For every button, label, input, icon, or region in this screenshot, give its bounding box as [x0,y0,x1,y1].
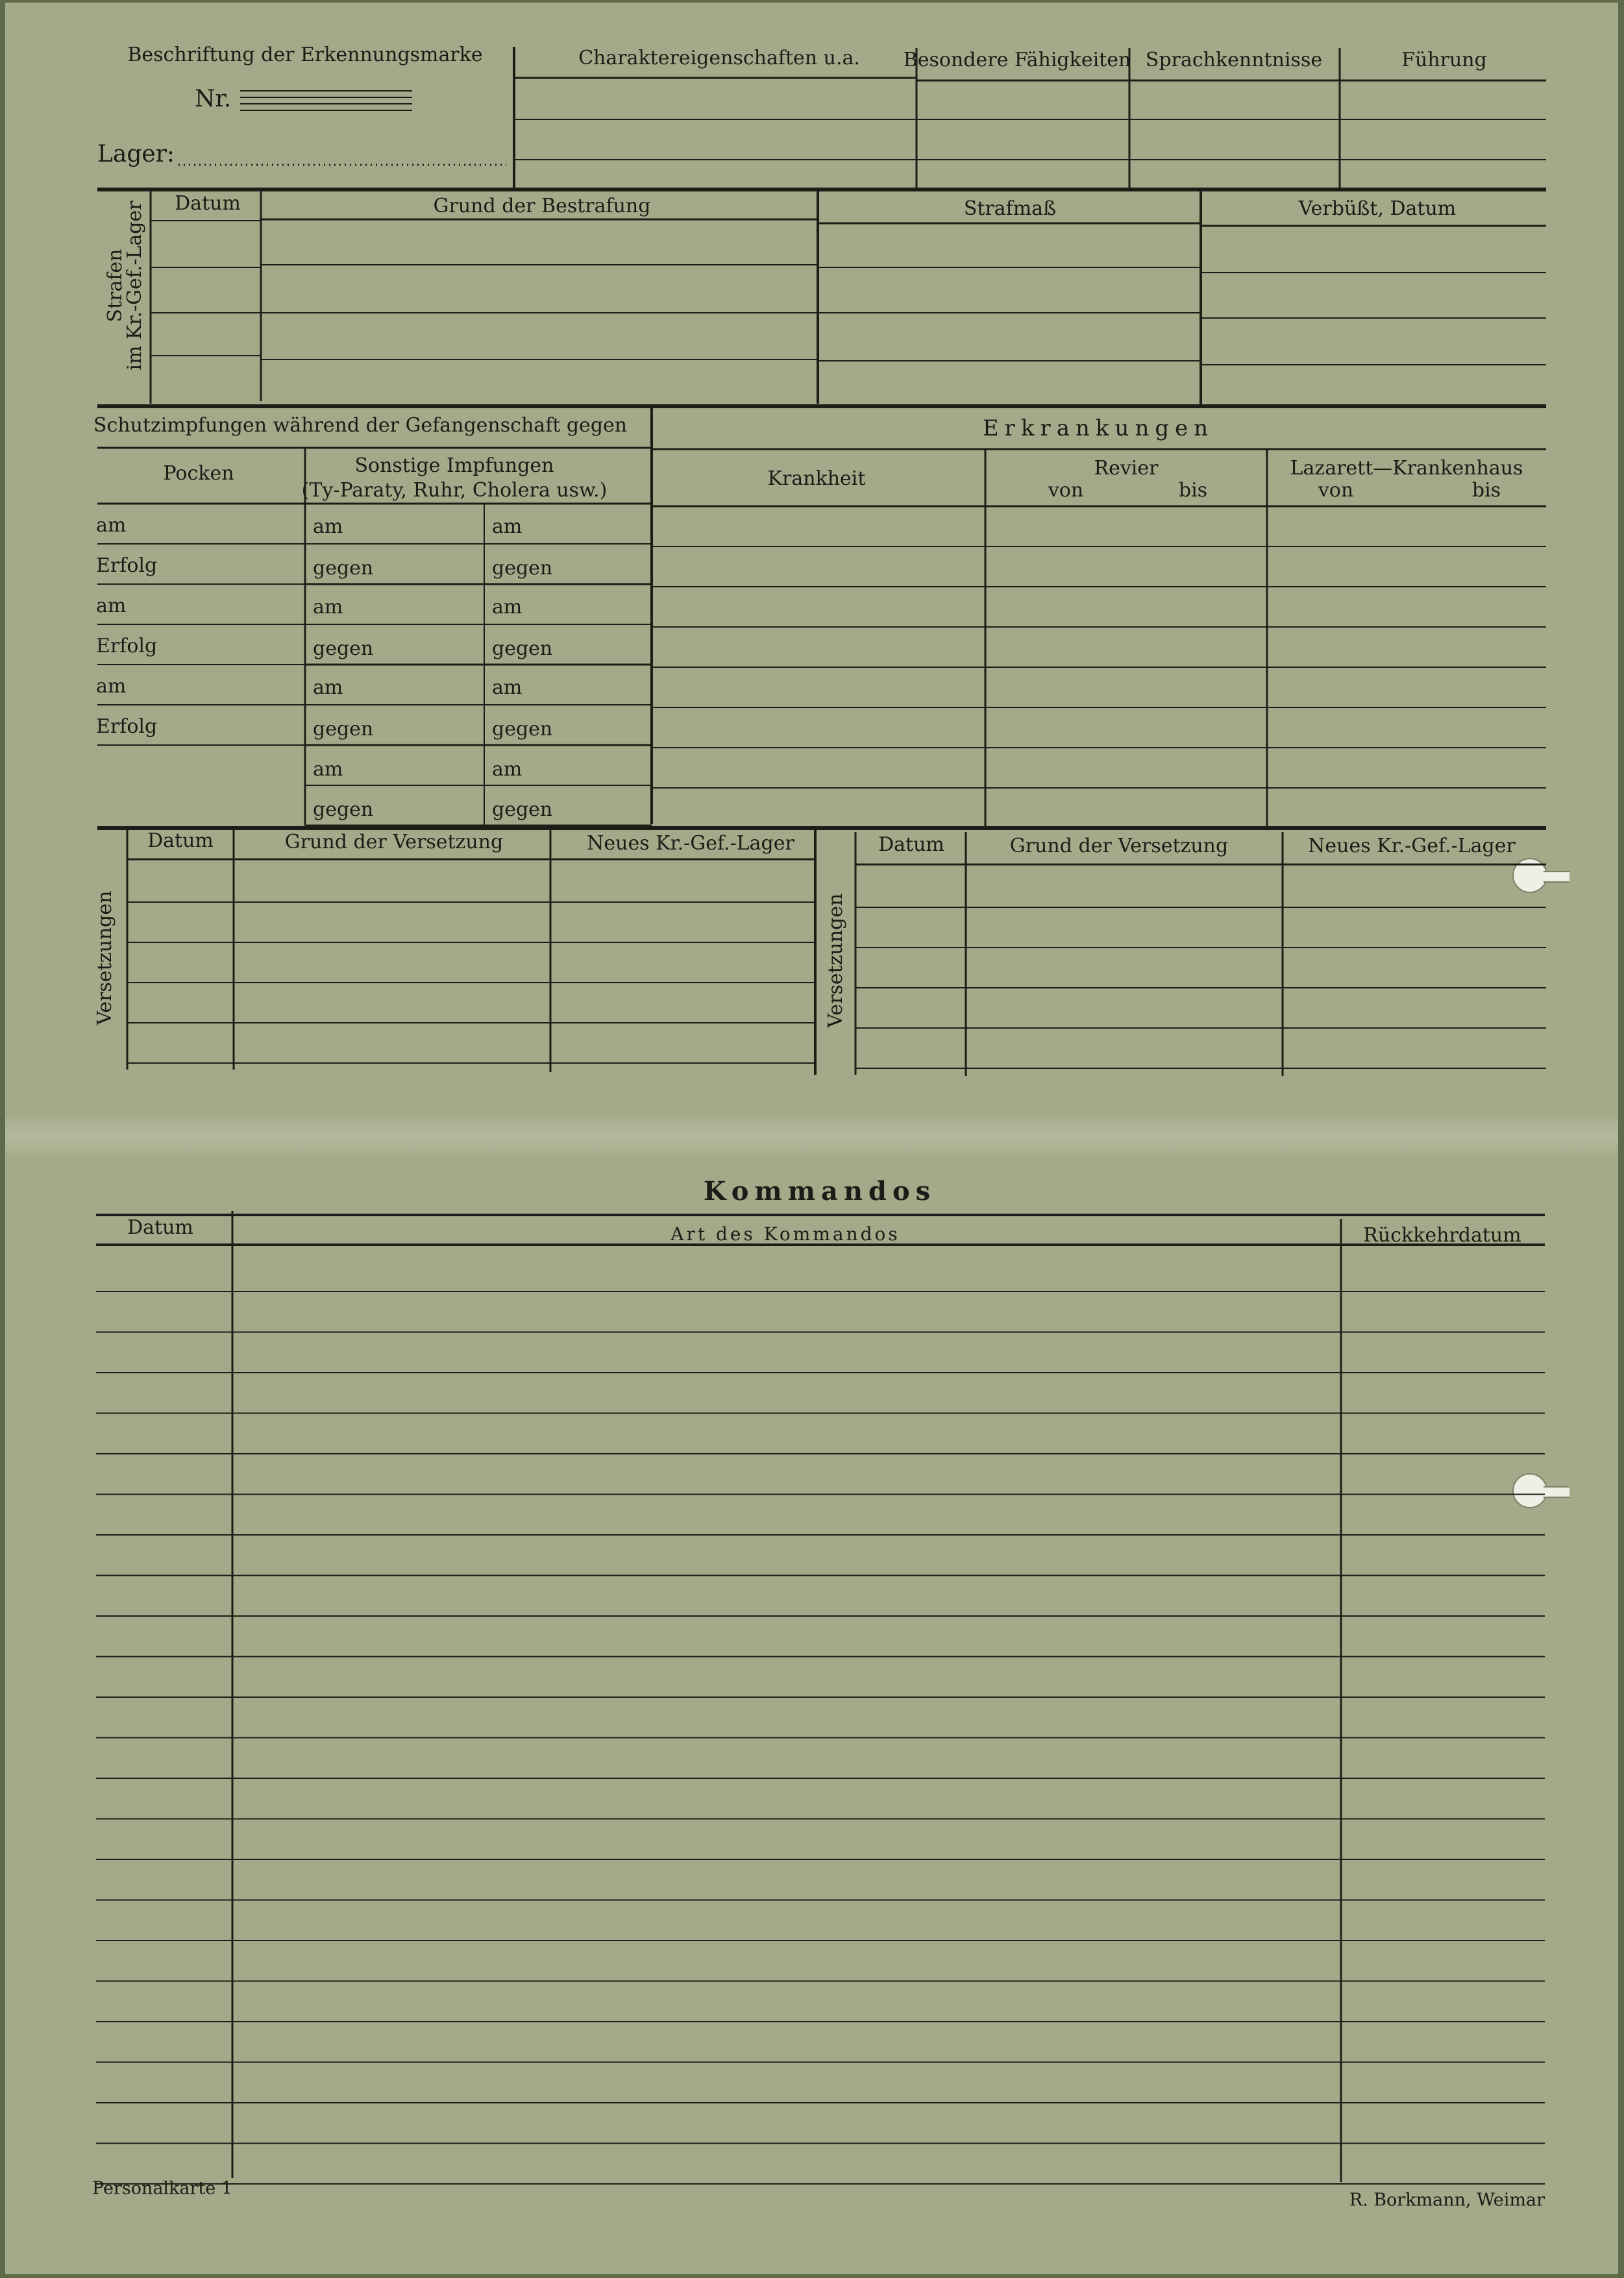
rueckkehr-header: Rückkehrdatum [1363,1224,1521,1247]
sonstige-row-label: gegen [313,798,374,821]
sonstige-row-label: am [313,515,343,538]
erkennungsmarke-label: Beschriftung der Erkennungsmarke [127,43,483,66]
sprachen-header: Sprachkenntnisse [1145,49,1323,71]
sonstige-row-label-2: gegen [492,557,553,580]
versetzung-lager-header: Neues Kr.-Gef.-Lager [587,832,794,855]
sonstige-row-label-2: am [492,758,523,781]
sonstige-row-label: am [313,596,343,618]
lazarett-von: von [1318,479,1354,502]
versetzungen-side-label: Versetzungen [93,890,116,1025]
charakter-header: Charaktereigenschaften u.a. [578,47,860,69]
sonstige-row-label: am [313,758,343,781]
versetzung-grund-header-2: Grund der Versetzung [1009,835,1229,857]
sonstige-row-label: gegen [313,718,374,741]
sonstige-row-label-2: gegen [492,637,553,660]
revier-bis: bis [1178,479,1208,502]
sonstige-row-label: gegen [313,557,374,580]
pocken-row-label: am [96,514,127,537]
pocken-row-label: Erfolg [96,554,158,577]
verbuesst-header: Verbüßt, Datum [1298,197,1457,220]
nr-label: Nr. [195,86,232,112]
strafen-side-label-2: im Kr.-Gef.-Lager [123,201,146,371]
impfungen-title: Schutzimpfungen während der Gefangenschaft gegen [93,414,628,437]
fuehrung-header: Führung [1401,49,1487,71]
erkrankungen-title: Erkrankungen [982,415,1214,441]
faehigkeiten-header: Besondere Fähigkeiten [903,49,1131,71]
kommandos-datum-header: Datum [127,1216,193,1239]
grund-bestrafung-header: Grund der Bestrafung [433,195,651,217]
strafen-side-label: Strafen [104,249,127,323]
revier-von: von [1048,479,1084,502]
form-name: Personalkarte 1 [92,2178,233,2199]
versetzung-grund-header: Grund der Versetzung [284,831,504,853]
revier-header: Revier [1094,457,1159,480]
pocken-row-label: am [96,675,127,698]
strafmass-header: Strafmaß [963,197,1057,220]
strafen-datum-header: Datum [175,192,241,215]
versetzung-datum-header-2: Datum [878,833,944,856]
sonstige-row-label-2: gegen [492,718,553,741]
versetzungen-side-label-2: Versetzungen [824,893,847,1028]
versetzung-lager-header-2: Neues Kr.-Gef.-Lager [1308,835,1516,857]
krankheit-header: Krankheit [767,467,866,490]
pocken-row-label: am [96,594,127,617]
pocken-header: Pocken [163,462,234,485]
sonstige-row-label-2: am [492,596,523,618]
art-kommandos-header: Art des Kommandos [671,1223,900,1245]
lazarett-header: Lazarett—Krankenhaus [1290,457,1523,480]
kommandos-title: Kommandos [703,1176,937,1206]
sonstige-row-label: gegen [313,637,374,660]
sonstige-row-label-2: am [492,515,523,538]
sonstige-row-label-2: gegen [492,798,553,821]
sonstige-header: Sonstige Impfungen [354,454,554,477]
printer-imprint: R. Borkmann, Weimar [1349,2190,1545,2211]
sonstige-subheader: (Ty-Paraty, Ruhr, Cholera usw.) [301,479,608,502]
sonstige-row-label: am [313,676,343,699]
lazarett-bis: bis [1471,479,1501,502]
sonstige-row-label-2: am [492,676,523,699]
lager-label: Lager: [97,141,175,167]
versetzung-datum-header: Datum [147,829,214,852]
pocken-row-label: Erfolg [96,715,158,738]
pocken-row-label: Erfolg [96,635,158,657]
